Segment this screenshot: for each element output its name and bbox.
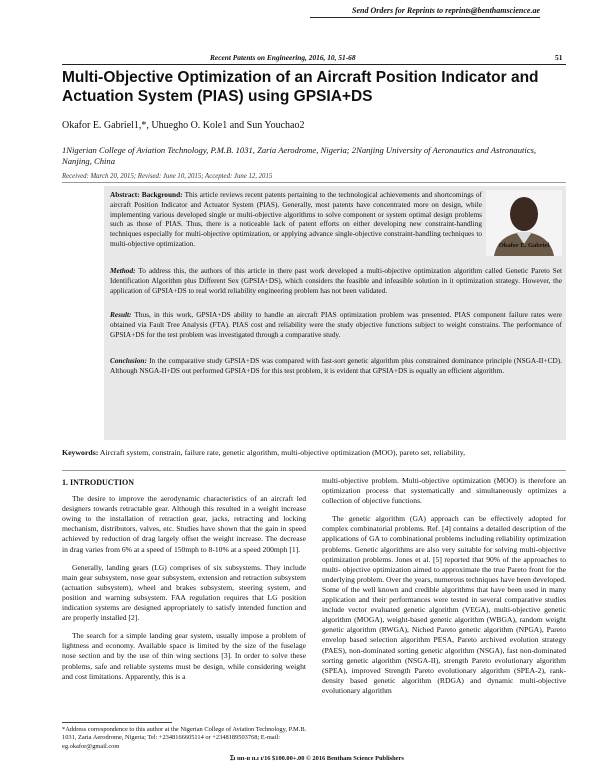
keywords: Keywords: Aircraft system, constrain, failure rate, genetic algorithm, multi-objective optimization (MOO), pareto set, reliability,	[62, 448, 466, 457]
abstract-label: Abstract: Background:	[110, 190, 183, 199]
authors: Okafor E. Gabriel1,*, Uhuegho O. Kole1 and Sun Youchao2	[62, 120, 305, 131]
right-column	[322, 476, 566, 704]
paragraph: multi-objective problem. Multi-objective optimization (MOO) is therefore an optimization process that systematically and simultaneously optimizes a collection of objective functions.	[322, 476, 566, 506]
left-column	[62, 478, 306, 690]
paper-title: Multi-Objective Optimization of an Aircraft Position Indicator and Actuation System (PIAS) using GPSIA+DS	[62, 69, 539, 105]
conclusion-label: Conclusion:	[110, 356, 147, 365]
keywords-rule	[62, 470, 566, 471]
abstract-method: Method: To address this, the authors of this article in there past work developed a multi-objective optimization algorithm called Genetic Pareto Set Identification Algorithm plus Different Sex (GPSIA+DS), which considers the feasible and infeasible solution in it optimization strategy. However, the application of GPSIA+DS to real world reliability engineering problem has not been validated.	[110, 266, 562, 295]
header-rule	[62, 182, 566, 183]
reprints-header: Send Orders for Reprints to reprints@benthamscience.ae	[310, 6, 540, 18]
keywords-label: Keywords:	[62, 448, 99, 457]
journal-citation: Recent Patents on Engineering, 2016, 10, 51-68	[210, 53, 356, 62]
abstract-background: Abstract: Background: This article reviews recent patents pertaining to the technological achievements and shortcomings of aircraft Position Indicator and Actuator System (PIAS). Generally, most patents have concentrated more on design, while implementing various developed single or multi-objective algorithms to solve component or system optimal design problems such as those of PIAS. Thus, there is a noticeable lack of patent efforts on either developing new constraint-handling techniques especially for multi-objective optimization, or applying advance single-objective constraint-handling techniques to multi-objective optimization.	[110, 190, 482, 248]
top-rule	[62, 64, 566, 65]
footnote-rule	[62, 722, 172, 723]
page-number: 51	[555, 53, 563, 62]
abstract-conclusion: Conclusion: In the comparative study GPSIA+DS was compared with fast-sort genetic algorithm plus constrained dominance principle (NSGA-II+CD). Although NSGA-II+DS out performed GPSIA+DS for this test problem, it is evident that GPSIA+DS is equally an efficient algorithm.	[110, 356, 562, 375]
affiliations: 1Nigerian College of Aviation Technology, P.M.B. 1031, Zaria Aerodrome, Nigeria; 2Nanjing University of Aeronautics and Astronautics, Nanjing, China	[62, 145, 537, 166]
correspondence-footnote: *Address correspondence to this author at the Nigerian College of Aviation Technology, P.M.B. 1031, Zaria Aerodrome, Nigeria; Tel: +2348166605114 or +2348189503768; E-mail: eg.okafor@gmail.com	[62, 726, 307, 750]
paragraph: The search for a simple landing gear system, usually impose a problem of lightness and economy. Available space is limited by the size of the fuselage nose section and by the use of thin wing sections [3]. In order to solve these problems, safe and reliable systems must be design, while considering weight and cost limitations. Apparently, this is a	[62, 631, 306, 681]
abstract-result: Result: Thus, in this work, GPSIA+DS ability to handle an aircraft PIAS optimization problem was presented. PIAS component failure rates were obtained via Fault Tree Analysis (FTA). PIAS cost and reliability were the study objective functions subject to weight constrains. The performance of GPSIA+DS for the test problem was investigated through a comparative study.	[110, 310, 562, 339]
method-label: Method:	[110, 266, 136, 275]
paragraph: The genetic algorithm (GA) approach can be effectively adopted for complex combinatorial problems. Ref. [4] contains a detailed description of the applications of GA to combinational problems including reliability optimization problems. Genetic algorithms are also very suitable for solving multi-objective optimization problems. Jones et al. [5] reported that 90% of the approaches to multi- objective optimization aimed to approximate the true Pareto front for the underlying problem. Over the years, numerous techniques have been developed. Some of the well known and credible algorithms that have been used in many application and their performances were tested in several comparative studies include vector evaluated genetic algorithm (VEGA), multi-objective genetic algorithm (MOGA), weight-based genetic algorithm (WBGA), random weight genetic algorithm (RWGA), Niched Pareto genetic algorithm (NPGA), Pareto envelop based selection algorithm PESA, Pareto archived evolution strategy (PAES), non-dominated sorting genetic algorithm (NSGA), fast non-dominated sorting genetic algorithm (NSGA-II), strength Pareto evolutionary algorithm (SPEA), improved Strength Pareto evolutionary algorithm (SPEA-2), rank- density based genetic algorithm (RDGA) and dynamic multi-objective evolutionary algorithm	[322, 514, 566, 695]
photo-caption: Okafor E. Gabriel	[498, 242, 550, 249]
section-heading: 1. INTRODUCTION	[62, 478, 135, 487]
copyright-line: Ɪɪ ɪɪɪɪ-ɪɪ ɪɪ.ɪ ɪ/16 $100.00+.00 © 2016 Bentham Science Publishers	[230, 755, 404, 762]
result-label: Result:	[110, 310, 132, 319]
paragraph: Generally, landing gears (LG) comprises of six subsystems. They include main gear subsystem, nose gear subsystem, extension and retraction subsystem (actuation subsystem), wheel and brakes subsystem, steering system, and position and warning subsystem. FAA regulation requires that LG position indication systems are designed appropriately to satisfy intended function and are properly installed [2].	[62, 562, 306, 623]
received-dates: Received: March 20, 2015; Revised: June 10, 2015; Accepted: June 12, 2015	[62, 173, 273, 180]
paragraph: The desire to improve the aerodynamic characteristics of an aircraft led designers towards retractable gear. Although this resulted in a weight increase owing to the installation of retraction gear, jacks, retracting and locking mechanism, distributors, valves, etc. Studies have shown that the gain in speed achieved by reduction of drag largely offset the weight increase. The decrease in drag varies from 6% at a speed of 150mph to 8-10% at a speed 200mph [1].	[62, 494, 306, 554]
